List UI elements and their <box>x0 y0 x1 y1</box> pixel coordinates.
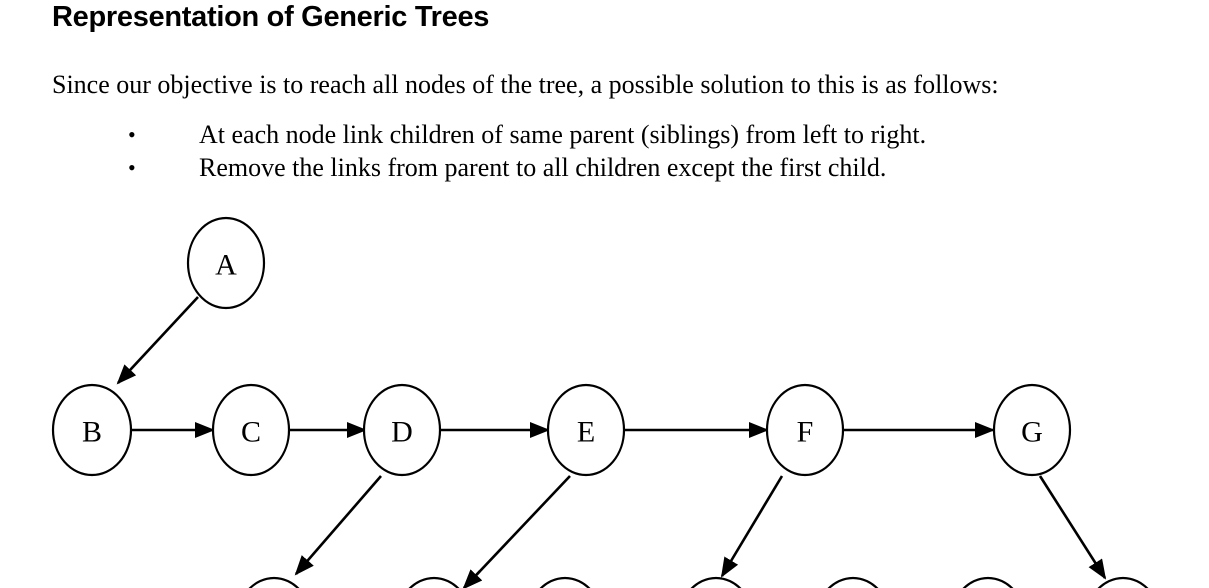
bullet-text: At each node link children of same parent (siblings) from left to right. <box>199 120 927 149</box>
partial-node <box>396 578 472 588</box>
edge-a-b <box>118 297 198 383</box>
node-label: B <box>81 415 103 449</box>
node-c <box>213 385 289 475</box>
partial-node <box>1085 578 1161 588</box>
bullet-marker: • <box>128 155 136 180</box>
edge-e-child-tip <box>464 571 480 588</box>
node-label: F <box>796 415 814 449</box>
node-label: C <box>240 415 262 449</box>
node-e <box>548 385 624 475</box>
edge-d-child <box>296 476 381 574</box>
partial-node <box>527 578 603 588</box>
node-label: A <box>215 248 237 282</box>
node-label: G <box>1021 415 1043 449</box>
bullet-text: Remove the links from parent to all children except the first child. <box>199 153 887 182</box>
edge-g-child <box>1040 476 1105 578</box>
page-title: Representation of Generic Trees <box>52 1 490 33</box>
partial-node <box>815 578 891 588</box>
node-b <box>53 385 131 475</box>
partial-node <box>236 578 312 588</box>
intro-paragraph: Since our objective is to reach all nodes of the tree, a possible solution to this is as follows: <box>52 70 999 99</box>
node-g <box>994 385 1070 475</box>
partial-node <box>678 578 754 588</box>
partial-node <box>950 578 1026 588</box>
node-d <box>364 385 440 475</box>
node-a <box>188 218 264 308</box>
bullet-marker: • <box>128 122 136 147</box>
lower-row-nodes <box>236 578 1161 588</box>
edge-f-child <box>722 476 782 576</box>
node-f <box>767 385 843 475</box>
node-label: D <box>391 415 413 449</box>
node-label: E <box>576 415 596 449</box>
